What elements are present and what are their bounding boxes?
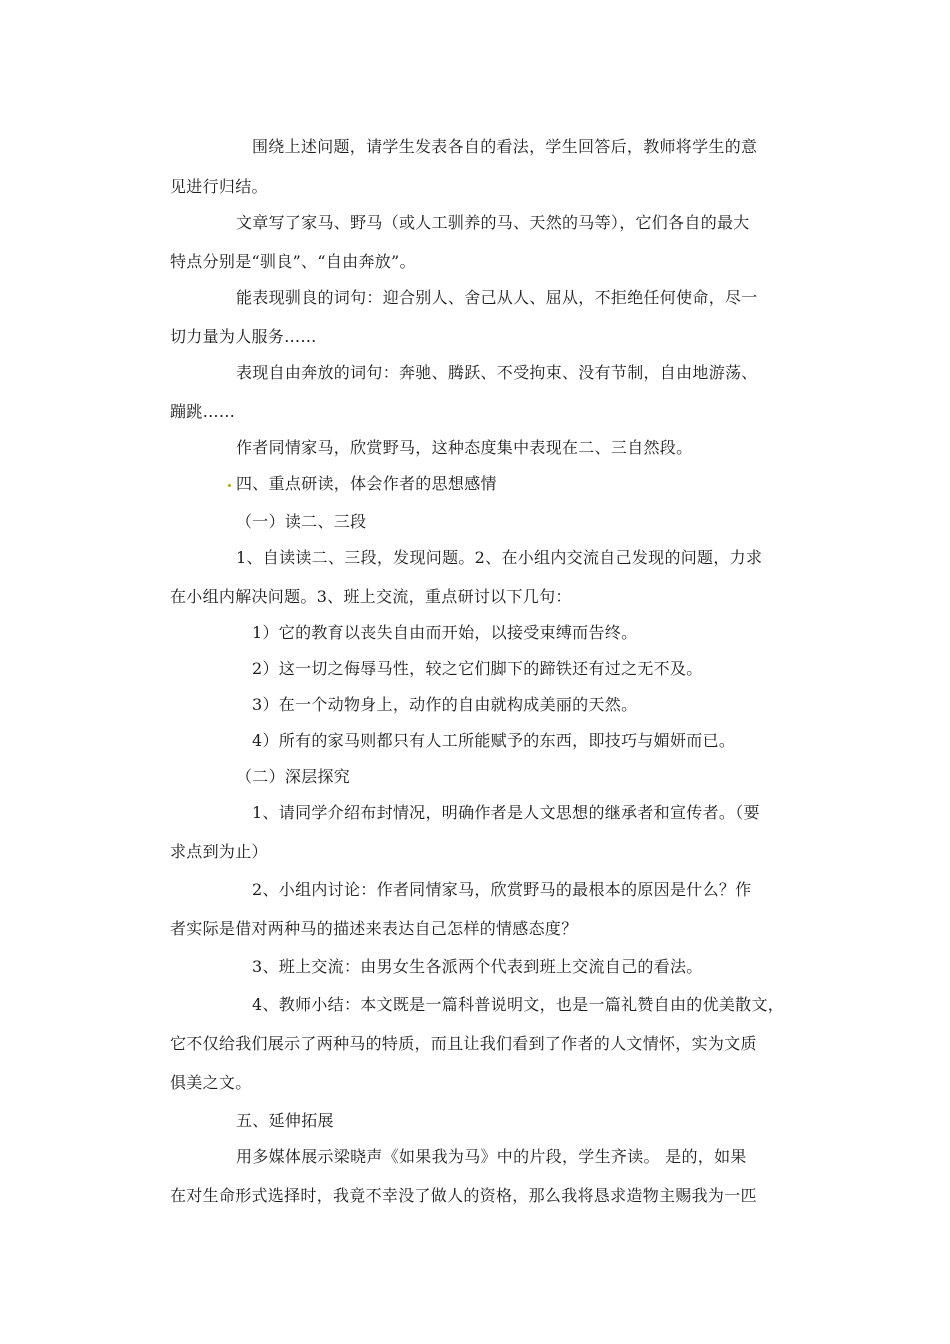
text-line: 者实际是借对两种马的描述来表达自己怎样的情感态度？ — [170, 919, 578, 938]
text-line: 文章写了家马、野马（或人工驯养的马、天然的马等），它们各自的最大 — [236, 213, 750, 232]
text-line: 3、班上交流：由男女生各派两个代表到班上交流自己的看法。 — [252, 957, 703, 976]
text-line: 在小组内解决问题。3、班上交流，重点研讨以下几句： — [170, 587, 572, 606]
text-line: （二）深层探究 — [236, 767, 351, 786]
text-line: 3）在一个动物身上，动作的自由就构成美丽的天然。 — [252, 695, 638, 714]
text-line: 1）它的教育以丧失自由而开始，以接受束缚而告终。 — [252, 623, 638, 642]
text-line: 4）所有的家马则都只有人工所能赋予的东西，即技巧与媚妍而已。 — [252, 731, 736, 750]
text-line: （一）读二、三段 — [236, 512, 367, 531]
text-line: 围绕上述问题，请学生发表各自的看法，学生回答后，教师将学生的意 — [252, 137, 758, 156]
text-line: 表现自由奔放的词句：奔驰、腾跃、不受拘束、没有节制，自由地游荡、 — [236, 363, 758, 382]
text-line: 切力量为人服务…… — [170, 327, 317, 346]
text-line: 1、自读读二、三段，发现问题。2、在小组内交流自己发现的问题，力求 — [236, 548, 763, 567]
text-line: 1、请同学介绍布封情况，明确作者是人文思想的继承者和宣传者。（要 — [252, 803, 760, 822]
text-line: 见进行归结。 — [170, 177, 268, 196]
text-line: 能表现驯良的词句：迎合别人、舍己从人、屈从，不拒绝任何使命，尽一 — [236, 288, 758, 307]
text-line: 在对生命形式选择时，我竟不幸没了做人的资格，那么我将恳求造物主赐我为一匹 — [170, 1186, 757, 1205]
text-line: 用多媒体展示梁晓声《如果我为马》中的片段，学生齐读。 是的，如果 — [236, 1147, 747, 1166]
text-line: 俱美之文。 — [170, 1073, 252, 1092]
text-line: 2、小组内讨论：作者同情家马，欣赏野马的最根本的原因是什么？作 — [252, 880, 752, 899]
text-line: 特点分别是“驯良”、“自由奔放”。 — [170, 252, 416, 271]
text-line: 五、延伸拓展 — [236, 1111, 334, 1130]
text-line: 蹦跳…… — [170, 402, 236, 421]
text-line: 求点到为止） — [170, 842, 268, 861]
text-line: 2）这一切之侮辱马性，较之它们脚下的蹄铁还有过之无不及。 — [252, 659, 703, 678]
text-line: 作者同情家马，欣赏野马，这种态度集中表现在二、三自然段。 — [236, 438, 693, 457]
text-line: 4、教师小结：本文既是一篇科普说明文，也是一篇礼赞自由的优美散文， — [252, 995, 785, 1014]
text-line: 四、重点研读，体会作者的思想感情 — [236, 474, 497, 493]
text-line: 它不仅给我们展示了两种马的特质，而且让我们看到了作者的人文情怀，实为文质 — [170, 1034, 757, 1053]
marker-dot — [228, 484, 231, 487]
